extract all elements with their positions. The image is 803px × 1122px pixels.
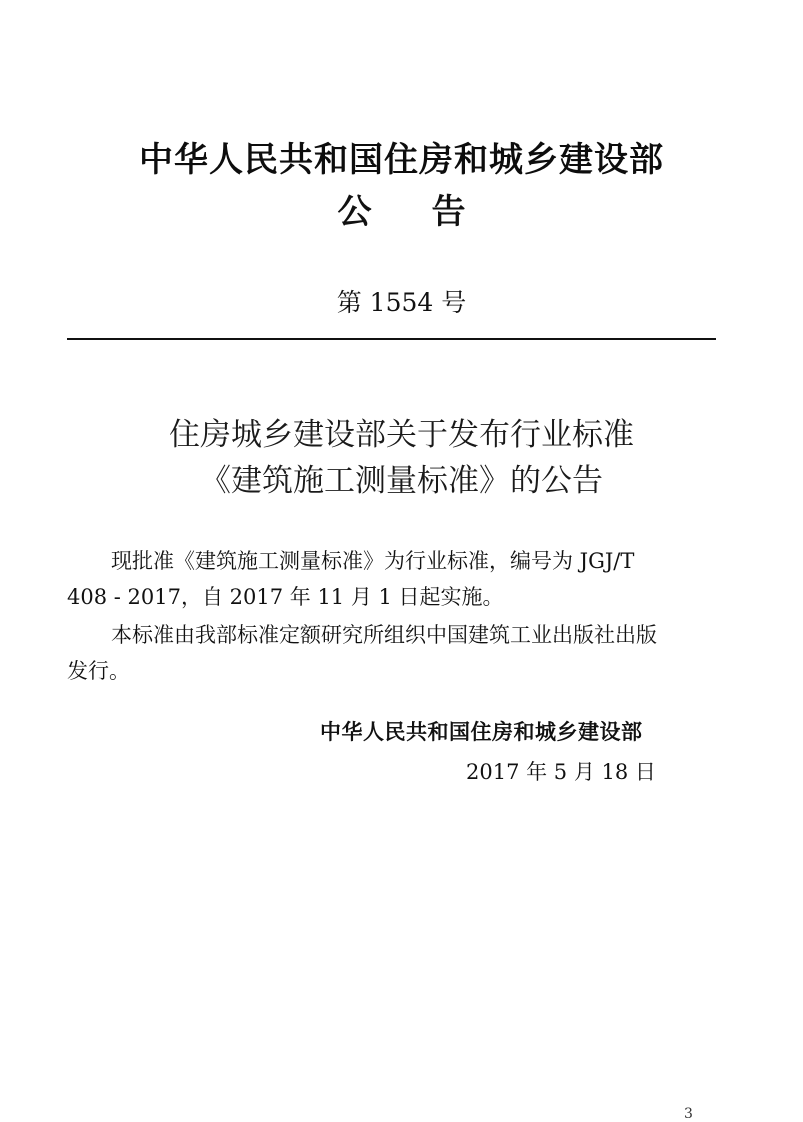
paragraph-2-line-2: 发行。	[67, 659, 130, 683]
announcement-title-line-2: 《建筑施工测量标准》的公告	[200, 463, 603, 499]
issuer-heading: 中华人民共和国住房和城乡建设部	[139, 140, 664, 180]
page-number: 3	[684, 1106, 693, 1122]
announcement-number: 第 1554 号	[336, 288, 467, 317]
signature-issuer: 中华人民共和国住房和城乡建设部	[320, 720, 643, 744]
header-divider	[67, 338, 716, 340]
signature-date: 2017 年 5 月 18 日	[466, 760, 656, 784]
body-paragraph-1	[67, 543, 717, 615]
paragraph-1-line-1: 现批准《建筑施工测量标准》为行业标准，编号为 JGJ/T	[111, 549, 635, 573]
body-paragraph-2	[67, 617, 717, 689]
paragraph-2-line-1: 本标准由我部标准定额研究所组织中国建筑工业出版社出版	[111, 623, 657, 647]
document-type-heading: 公告	[337, 192, 526, 232]
announcement-title-line-1: 住房城乡建设部关于发布行业标准	[169, 417, 634, 453]
paragraph-1-line-2: 408 - 2017，自 2017 年 11 月 1 日起实施。	[67, 585, 504, 609]
